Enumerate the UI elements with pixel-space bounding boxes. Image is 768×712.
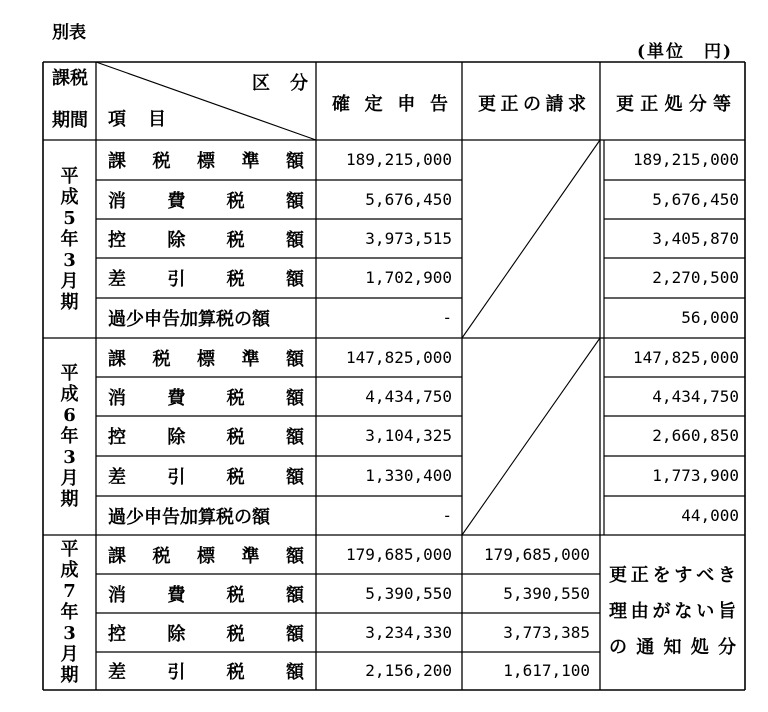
item-label-char: 額 <box>285 269 304 290</box>
item-label-char: 額 <box>286 545 304 567</box>
period-label-char: 月 <box>60 468 79 489</box>
unit-label: (単位 円) <box>637 42 734 62</box>
item-label <box>108 258 304 298</box>
period-label-char: 7 <box>63 581 76 602</box>
declared-value: 179,685,000 <box>346 544 452 564</box>
item-label-char: の <box>234 506 252 528</box>
item-label-char: 準 <box>241 151 260 172</box>
item-label-char: 費 <box>167 190 186 212</box>
label-char: 等 <box>713 94 731 115</box>
item-label-char: 算 <box>198 506 216 528</box>
period-label-char: 平 <box>60 539 79 560</box>
correction-request-value: 1,617,100 <box>503 661 590 680</box>
item-label-char: 税 <box>226 387 245 409</box>
item-label <box>108 377 304 416</box>
disposition-note-char: 通 <box>636 637 655 658</box>
item-label-char: 税 <box>152 151 171 172</box>
item-label <box>108 456 304 496</box>
item-label-char: 控 <box>108 229 126 251</box>
item-label-char: 算 <box>198 309 216 330</box>
period-label-char: 期 <box>60 291 79 313</box>
item-label-char: 額 <box>285 584 304 606</box>
correction-request-value: 5,390,550 <box>503 583 590 603</box>
declared-value: 147,825,000 <box>346 347 452 367</box>
period-label-char: 成 <box>60 560 79 581</box>
disposition-note-char: 旨 <box>717 601 736 622</box>
correction-request-value: 3,773,385 <box>503 622 590 642</box>
declared-value: 1,702,900 <box>365 268 452 287</box>
label-char: 課 <box>52 67 70 89</box>
label-char: 確 <box>332 94 350 115</box>
item-label-char: 除 <box>167 427 186 448</box>
item-label-char: 差 <box>108 662 126 683</box>
disposition-value: 4,434,750 <box>652 386 739 406</box>
period-label-char: 3 <box>63 249 76 271</box>
declared-value: 3,234,330 <box>365 622 452 642</box>
item-label-char: 告 <box>162 506 180 528</box>
item-label-char: 除 <box>167 623 186 645</box>
item-label-char: 消 <box>108 387 126 409</box>
item-label-char: 費 <box>167 584 186 606</box>
declared-value: 5,390,550 <box>365 583 452 603</box>
koumoku-header <box>108 106 166 130</box>
item-label-char: 課 <box>108 348 126 370</box>
item-label-char: 少 <box>126 309 144 330</box>
item-label-char: 加 <box>180 309 198 330</box>
item-label-char: 税 <box>226 584 245 606</box>
label-char: 正 <box>640 94 659 115</box>
item-label-char: 消 <box>108 584 126 606</box>
item-label <box>108 535 304 574</box>
item-label-char: 準 <box>241 348 260 370</box>
item-label-char: 課 <box>108 151 126 172</box>
label-char: の <box>523 94 541 115</box>
label-char: 申 <box>397 94 416 115</box>
item-label-char: 税 <box>226 229 245 251</box>
label-char: 分 <box>688 94 707 115</box>
item-label-char: 額 <box>285 623 304 645</box>
item-label-char: 申 <box>144 506 162 528</box>
disposition-note-char: 分 <box>718 637 736 658</box>
disposition-value: 5,676,450 <box>652 189 739 209</box>
disposition-value: 147,825,000 <box>633 347 739 367</box>
disposition-note-char: 理 <box>609 601 627 622</box>
item-label-char: 税 <box>152 545 171 567</box>
label-char: 更 <box>478 94 496 115</box>
period-col-header-top <box>47 64 93 92</box>
label-char: 正 <box>500 94 519 115</box>
item-label <box>108 613 304 652</box>
item-label <box>108 180 304 219</box>
item-label-char: 過 <box>108 506 126 528</box>
declared-value: 1,330,400 <box>365 466 452 485</box>
item-label-char: 額 <box>285 427 304 448</box>
request-empty-diagonal <box>462 338 600 535</box>
period-label-char: 年 <box>60 426 79 447</box>
item-label <box>108 652 304 690</box>
period-label-char: 平 <box>60 363 79 384</box>
column-header-3 <box>616 90 731 116</box>
period-label-char: 期 <box>60 665 79 686</box>
label-char: 請 <box>545 94 564 115</box>
disposition-value: 189,215,000 <box>633 150 739 169</box>
period-label-char: 3 <box>63 623 76 644</box>
item-label-char: 額 <box>285 190 304 212</box>
item-label-char: 控 <box>108 427 126 448</box>
label-char: 項 <box>108 109 126 130</box>
item-label-char: 申 <box>144 309 162 330</box>
declared-value: 4,434,750 <box>365 386 452 406</box>
period-label-char: 年 <box>60 228 79 250</box>
label-char: 分 <box>290 73 308 94</box>
period-label-char: 5 <box>63 207 76 229</box>
period-label-char: 年 <box>60 602 79 623</box>
label-char: 区 <box>252 73 270 94</box>
period-label-char: 3 <box>63 447 76 468</box>
disposition-value: 56,000 <box>681 308 739 327</box>
item-label <box>108 140 304 180</box>
item-label-char: 標 <box>197 348 215 370</box>
item-label-char: の <box>234 309 252 330</box>
declared-value: - <box>442 505 452 525</box>
disposition-note-char: い <box>696 601 715 622</box>
item-label-char: 消 <box>108 190 126 212</box>
label-char: 更 <box>616 94 634 115</box>
disposition-note-char: を <box>652 565 671 586</box>
period-col-header-bottom <box>47 106 93 134</box>
disposition-note-char: 由 <box>630 601 649 622</box>
declared-value: - <box>442 308 452 327</box>
item-label-char: 引 <box>167 269 186 290</box>
period-label-char: 平 <box>60 165 79 187</box>
disposition-note-char: 知 <box>663 637 682 658</box>
disposition-value: 1,773,900 <box>652 466 739 485</box>
item-label-char: 費 <box>167 387 186 409</box>
period-label-char: 成 <box>60 186 79 208</box>
request-empty-diagonal <box>462 140 600 338</box>
item-label <box>108 219 304 258</box>
item-label-char: 額 <box>252 506 270 528</box>
item-label-char: 告 <box>162 309 180 330</box>
disposition-note-char: な <box>674 601 693 622</box>
item-label <box>108 496 314 535</box>
item-label-char: 税 <box>152 348 171 370</box>
period-label-char: 月 <box>60 644 79 665</box>
period-label-char: 成 <box>60 384 79 405</box>
label-char: 目 <box>148 109 166 130</box>
item-label-char: 加 <box>180 506 198 528</box>
item-label-char: 額 <box>252 309 270 330</box>
disposition-note-line <box>609 597 736 623</box>
item-label <box>108 574 304 613</box>
item-label-char: 額 <box>286 348 304 370</box>
period-label-char: 月 <box>60 270 79 292</box>
disposition-note-char: 処 <box>690 637 709 658</box>
disposition-note-char: べ <box>696 565 715 586</box>
kubun-header <box>252 70 308 94</box>
label-char: 税 <box>70 67 88 89</box>
item-label-char: 税 <box>226 467 245 488</box>
disposition-note-char: 正 <box>630 565 649 586</box>
column-header-1 <box>332 90 448 116</box>
item-label-char: 課 <box>108 545 126 567</box>
label-char: 処 <box>664 94 683 115</box>
item-label-char: 税 <box>226 662 245 683</box>
correction-request-value: 179,685,000 <box>484 544 590 564</box>
label-char: 期 <box>52 109 70 131</box>
table-title: 別表 <box>52 23 86 43</box>
item-label <box>108 338 304 377</box>
period-label-char: 期 <box>60 489 79 510</box>
item-label <box>108 416 304 456</box>
period-label <box>43 539 96 686</box>
item-label-char: 少 <box>126 506 144 528</box>
item-label-char: 引 <box>167 662 186 683</box>
item-label-char: 税 <box>216 309 234 330</box>
label-char: 間 <box>70 109 88 131</box>
label-char: 定 <box>364 94 383 115</box>
item-label-char: 差 <box>108 467 126 488</box>
declared-value: 3,973,515 <box>365 228 452 248</box>
item-label-char: 税 <box>216 506 234 528</box>
item-label-char: 引 <box>167 467 186 488</box>
disposition-note-line <box>609 561 736 587</box>
item-label-char: 税 <box>226 269 245 290</box>
disposition-value: 44,000 <box>681 505 739 525</box>
item-label-char: 控 <box>108 623 126 645</box>
disposition-note-line <box>609 633 736 659</box>
item-label-char: 税 <box>226 623 245 645</box>
item-label-char: 額 <box>285 467 304 488</box>
disposition-value: 3,405,870 <box>652 228 739 248</box>
item-label-char: 税 <box>226 427 245 448</box>
disposition-note-char: の <box>609 637 627 658</box>
period-label-char: 6 <box>63 405 76 426</box>
label-char: 告 <box>429 94 448 115</box>
item-label-char: 額 <box>285 387 304 409</box>
declared-value: 189,215,000 <box>346 150 452 169</box>
item-label-char: 額 <box>285 662 304 683</box>
disposition-note-char: す <box>674 565 693 586</box>
item-label-char: 標 <box>197 151 215 172</box>
disposition-note-char: が <box>652 601 671 622</box>
item-label-char: 過 <box>108 309 126 330</box>
declared-value: 2,156,200 <box>365 661 452 680</box>
item-label-char: 標 <box>197 545 215 567</box>
disposition-value: 2,660,850 <box>652 426 739 445</box>
disposition-value: 2,270,500 <box>652 268 739 287</box>
column-header-2 <box>478 90 586 116</box>
item-label-char: 差 <box>108 269 126 290</box>
item-label-char: 額 <box>285 229 304 251</box>
item-label <box>108 298 314 338</box>
disposition-note-char: 更 <box>609 565 627 586</box>
item-label-char: 準 <box>241 545 260 567</box>
declared-value: 5,676,450 <box>365 189 452 209</box>
declared-value: 3,104,325 <box>365 426 452 445</box>
disposition-note-char: き <box>717 565 736 586</box>
period-label <box>43 348 96 525</box>
item-label-char: 除 <box>167 229 186 251</box>
period-label <box>43 150 96 328</box>
label-char: 求 <box>568 94 586 115</box>
item-label-char: 額 <box>286 151 304 172</box>
item-label-char: 税 <box>226 190 245 212</box>
